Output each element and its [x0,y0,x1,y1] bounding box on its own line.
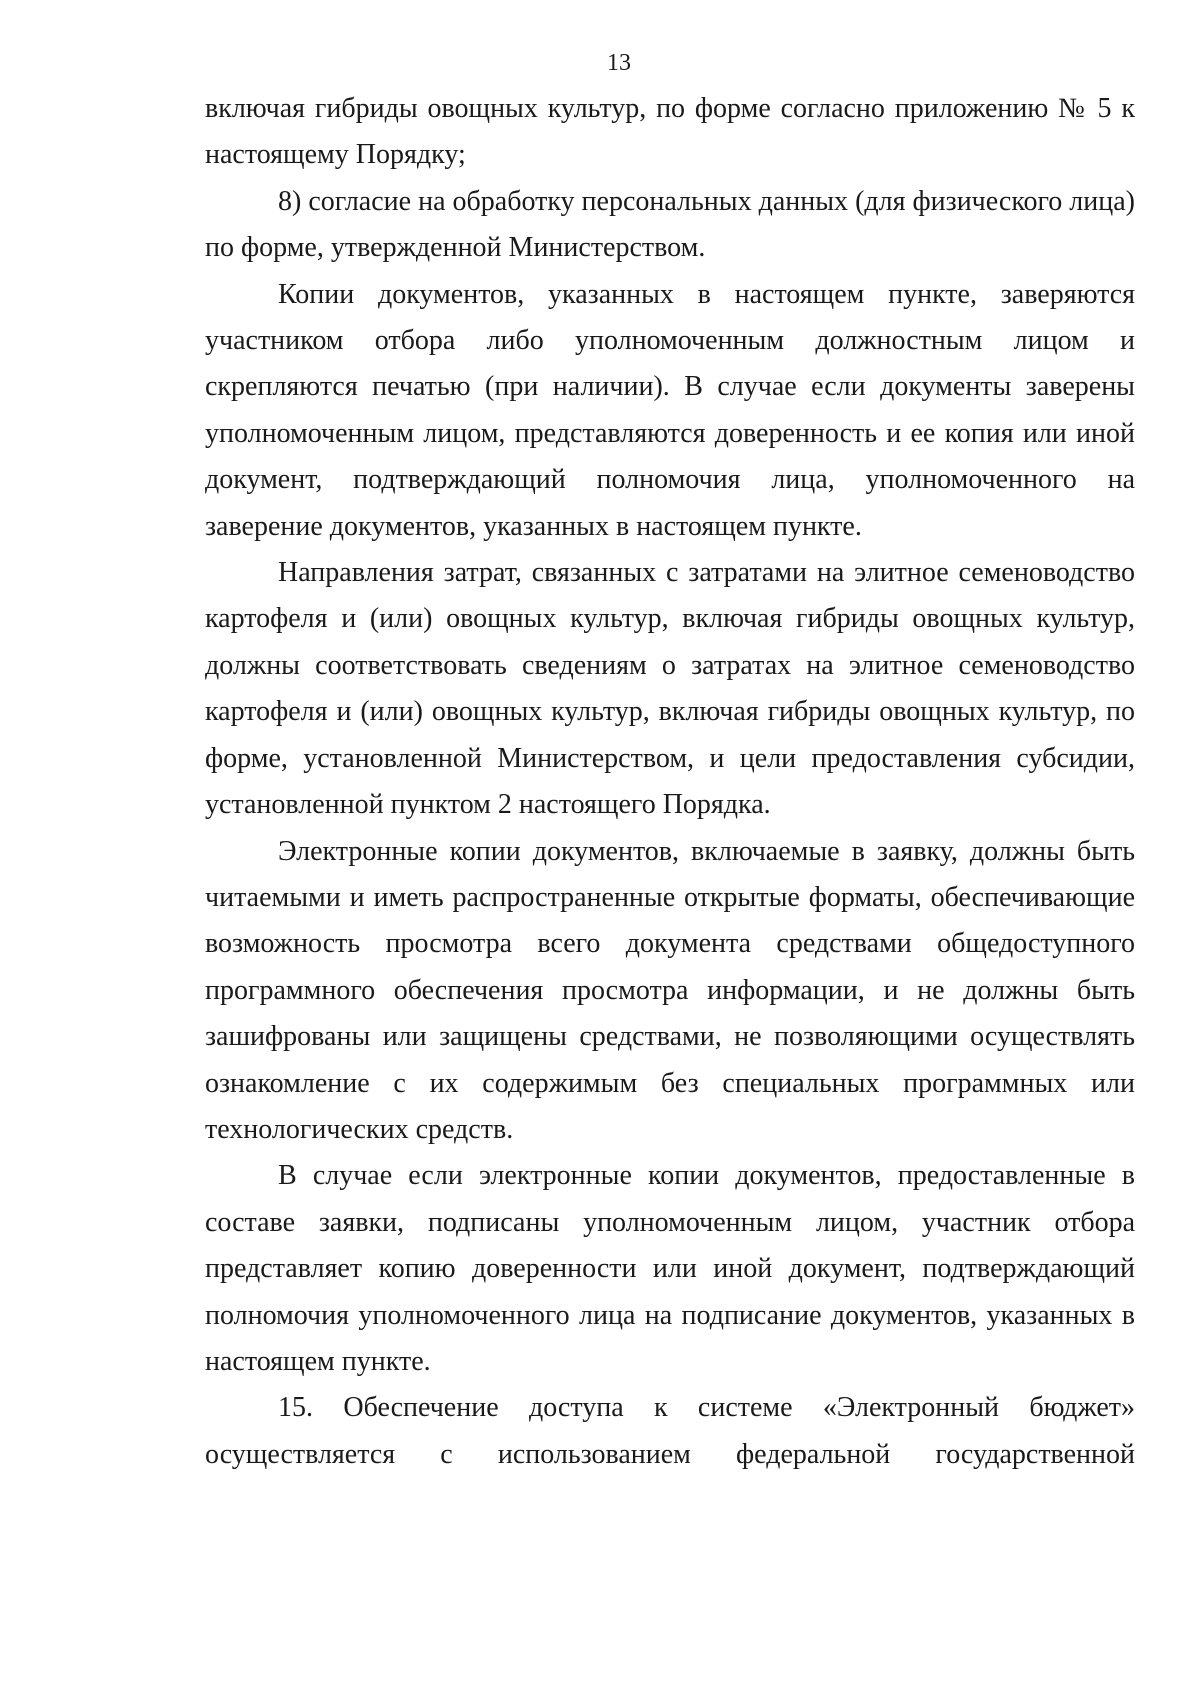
paragraph-copies-certification: Копии документов, указанных в настоящем пункте, заверяются участником отбора либо уполномоченным должностным лицом и скрепляются печатью (при наличии). В случае если документы заверены уполномоченным лицом, представляются доверенность и ее копия или иной документ, подтверждающий полномочия лица, уполномоченного на заверение документов, указанных в настоящем пункте. [205,278,1135,542]
paragraph-item-15: 15. Обеспечение доступа к системе «Электронный бюджет» осуществляется с использованием федеральной государственной [205,1392,1135,1470]
paragraph-continuation: включая гибриды овощных культур, по форме согласно приложению № 5 к настоящему Порядку; [205,93,1135,171]
document-body [205,86,1135,1478]
page-number: 13 [607,50,631,76]
paragraph-signed-copies: В случае если электронные копии документов, предоставленные в составе заявки, подписаны уполномоченным лицом, участник отбора представляет копию доверенности или иной документ, подтверждающий полномочия уполномоченного лица на подписание документов, указанных в настоящем пункте. [205,1160,1135,1377]
paragraph-item-8: 8) согласие на обработку персональных данных (для физического лица) по форме, утвержденной Министерством. [205,185,1135,264]
paragraph-electronic-copies: Электронные копии документов, включаемые в заявку, должны быть читаемыми и иметь распространенные открытые форматы, обеспечивающие возможность просмотра всего документа средствами общедоступного программного обеспечения просмотра информации, и не должны быть зашифрованы или защищены средствами, не позволяющими осуществлять ознакомление с их содержимым без специальных программных или технологических средств. [205,835,1135,1145]
paragraph-cost-directions: Направления затрат, связанных с затратами на элитное семеноводство картофеля и (или) овощных культур, включая гибриды овощных культур, должны соответствовать сведениям о затратах на элитное семеноводство картофеля и (или) овощных культур, включая гибриды овощных культур, по форме, установленной Министерством, и цели предоставления субсидии, установленной пунктом 2 настоящего Порядка. [205,557,1135,821]
